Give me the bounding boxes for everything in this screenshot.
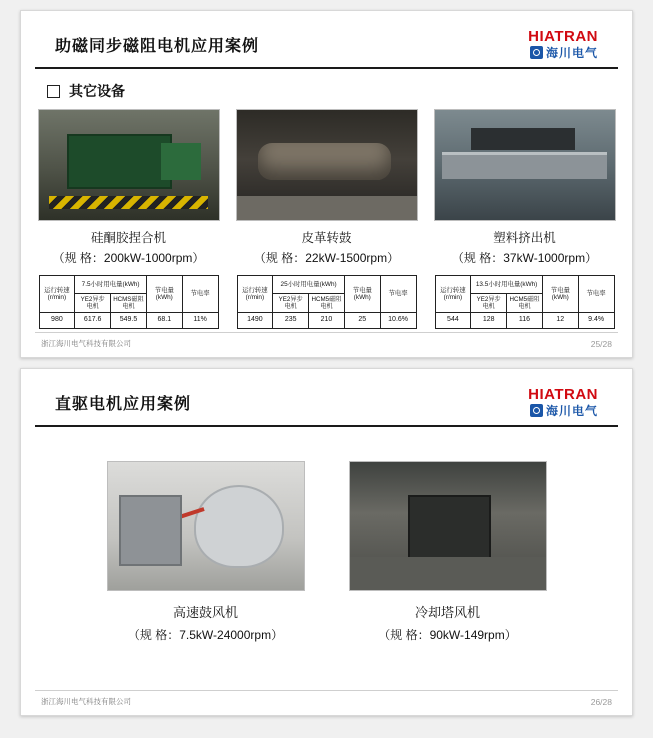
- photo-art: [350, 462, 546, 590]
- table-row: [39, 313, 218, 329]
- equipment-name: 皮革转鼓: [301, 231, 352, 245]
- metrics-table: [39, 275, 219, 329]
- equipment-name: 高速鼓风机: [172, 605, 238, 620]
- cell-saving-rate: 9.4%: [578, 313, 614, 329]
- case-card: [435, 109, 615, 329]
- th-saving: 节电量 (kWh): [344, 276, 380, 313]
- case-card-row: [21, 461, 632, 643]
- cell-speed: 544: [435, 313, 471, 329]
- th-ye2: YE2异步 电机: [75, 294, 111, 313]
- footer-company: 浙江海川电气科技有限公司: [41, 339, 131, 348]
- th-hcm: HCM5磁阻 电机: [507, 294, 543, 313]
- equipment-spec: （规 格：200kW-1000rpm）: [52, 251, 205, 265]
- brand-name-en: HIATRAN: [528, 28, 598, 45]
- brand-mark-icon: [530, 46, 543, 59]
- cell-saving-rate: 11%: [182, 313, 218, 329]
- case-card: [39, 109, 219, 329]
- th-speed: 运行转速 (r/min): [435, 276, 471, 313]
- footer-company: 浙江海川电气科技有限公司: [41, 697, 131, 706]
- equipment-spec: （规 格：90kW-149rpm）: [378, 628, 517, 642]
- page-title: 助磁同步磁阻电机应用案例: [55, 37, 260, 55]
- th-hcm: HCMS磁阻 电机: [111, 294, 147, 313]
- brand-mark-icon: [530, 404, 543, 417]
- slide-footer: [21, 338, 632, 349]
- th-saving: 节电量 (kWh): [146, 276, 182, 313]
- photo-art: [237, 110, 417, 220]
- table-row: [237, 313, 416, 329]
- th-saving: 节电量 (kWh): [542, 276, 578, 313]
- equipment-photo: [236, 109, 418, 221]
- page-number: 25/28: [590, 338, 612, 349]
- cell-ye2: 235: [273, 313, 309, 329]
- th-group: 13.5小时用电量(kWh): [471, 276, 543, 294]
- equipment-photo: [434, 109, 616, 221]
- slide-header: [35, 19, 618, 69]
- th-speed: 运行转速 (r/min): [39, 276, 75, 313]
- case-card: [237, 109, 417, 329]
- equipment-name: 冷却塔风机: [414, 605, 480, 620]
- th-saving-rate: 节电率: [182, 276, 218, 313]
- photo-art: [435, 110, 615, 220]
- footer-divider: [35, 690, 618, 691]
- cell-hcm: 549.5: [111, 313, 147, 329]
- th-ye2: YE2异步 电机: [273, 294, 309, 313]
- cell-hcm: 210: [309, 313, 345, 329]
- cell-ye2: 128: [471, 313, 507, 329]
- equipment-name: 塑料挤出机: [493, 231, 556, 245]
- th-hcm: HCM5磁阻 电机: [309, 294, 345, 313]
- slide-26: [20, 368, 633, 716]
- th-group: 25小时用电量(kWh): [273, 276, 345, 294]
- equipment-photo: [349, 461, 547, 591]
- equipment-photo: [107, 461, 305, 591]
- cell-saving: 12: [542, 313, 578, 329]
- photo-art: [108, 462, 304, 590]
- case-card: [350, 461, 546, 643]
- slide-footer: [21, 696, 632, 707]
- cell-saving: 68.1: [146, 313, 182, 329]
- cell-hcm: 116: [507, 313, 543, 329]
- slide-header: [35, 377, 618, 427]
- metrics-table: [237, 275, 417, 329]
- page-title: 直驱电机应用案例: [55, 395, 192, 413]
- table-row: [435, 313, 614, 329]
- th-saving-rate: 节电率: [380, 276, 416, 313]
- th-ye2: YE2异步 电机: [471, 294, 507, 313]
- brand-logo: [528, 387, 598, 417]
- brand-name-cn-wrap: [530, 46, 598, 59]
- brand-name-cn: 海川电气: [545, 403, 598, 418]
- square-bullet-icon: [47, 85, 60, 98]
- slide-25: [20, 10, 633, 358]
- th-saving-rate: 节电率: [578, 276, 614, 313]
- photo-art: [39, 110, 219, 220]
- cell-ye2: 617.6: [75, 313, 111, 329]
- brand-name-cn: 海川电气: [545, 45, 598, 60]
- cell-speed: 980: [39, 313, 75, 329]
- equipment-spec: （规 格：22kW-1500rpm）: [253, 251, 400, 265]
- cell-speed: 1490: [237, 313, 273, 329]
- brand-name-cn-wrap: [530, 404, 598, 417]
- brand-logo: [528, 29, 598, 59]
- cell-saving: 25: [344, 313, 380, 329]
- equipment-spec: （规 格：37kW-1000rpm）: [451, 251, 598, 265]
- equipment-name: 硅酮胶捏合机: [90, 231, 166, 245]
- case-card: [108, 461, 304, 643]
- equipment-photo: [38, 109, 220, 221]
- th-group: 7.5小时用电量(kWh): [75, 276, 147, 294]
- page-number: 26/28: [590, 696, 612, 707]
- case-card-row: [21, 109, 632, 329]
- metrics-table: [435, 275, 615, 329]
- footer-divider: [35, 332, 618, 333]
- th-speed: 运行转速 (r/min): [237, 276, 273, 313]
- section-heading: [47, 81, 632, 101]
- section-title: 其它设备: [69, 83, 125, 99]
- cell-saving-rate: 10.6%: [380, 313, 416, 329]
- equipment-spec: （规 格：7.5kW-24000rpm）: [127, 628, 284, 642]
- brand-name-en: HIATRAN: [528, 386, 598, 403]
